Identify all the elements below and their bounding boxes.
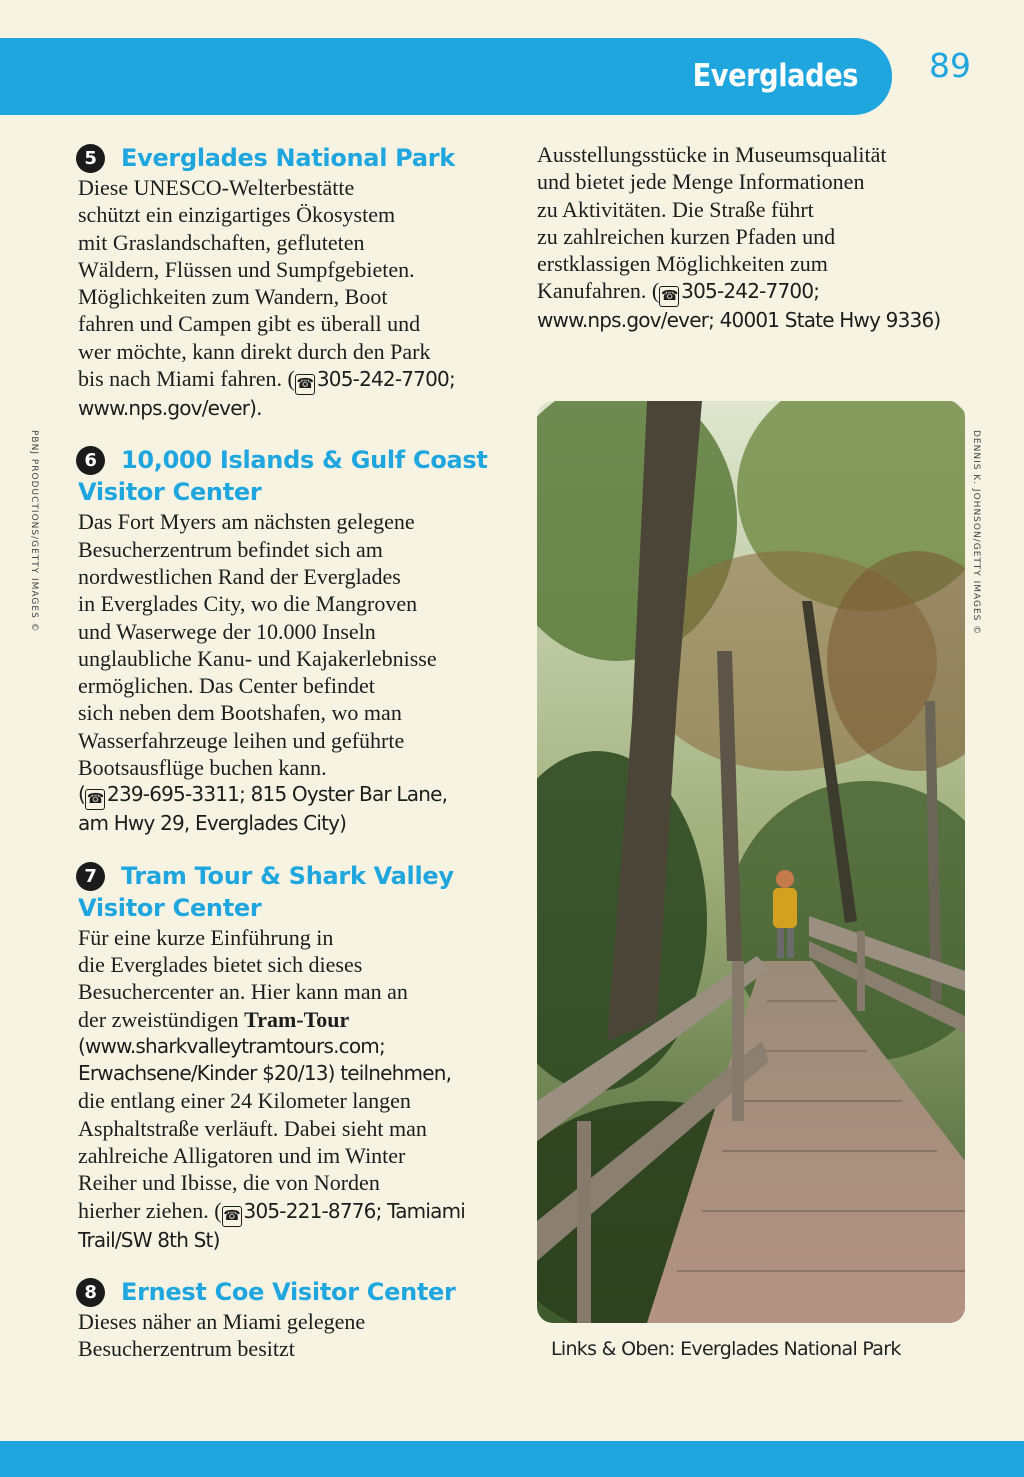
text-line: Ausstellungsstücke in Museumsqualität bbox=[537, 142, 887, 167]
text-line: mit Graslandschaften, gefluteten bbox=[78, 229, 365, 255]
entry-heading bbox=[78, 142, 518, 174]
entry-title: 10,000 Islands & Gulf Coast bbox=[121, 446, 488, 475]
text-line: Für eine kurze Einführung in bbox=[78, 924, 334, 950]
section-title: Everglades bbox=[692, 58, 858, 94]
entry-description bbox=[78, 1308, 518, 1363]
photo-credit-left: PBNJ PRODUCTIONS/GETTY IMAGES © bbox=[29, 430, 39, 633]
text-line: zahlreiche Alligatoren und im Winter bbox=[78, 1143, 406, 1169]
entry-title: Ernest Coe Visitor Center bbox=[121, 1277, 456, 1306]
text-line bbox=[78, 1006, 518, 1033]
entry-title: Everglades National Park bbox=[121, 144, 455, 172]
text-line: Möglichkeiten zum Wandern, Boot bbox=[78, 284, 388, 310]
entry-heading bbox=[78, 444, 518, 508]
info-line: ( ☎ 239-695-3311; 815 Oyster Bar Lane, bbox=[78, 781, 518, 810]
text-line: unglaubliche Kanu- und Kajakerlebnisse bbox=[78, 645, 437, 671]
text-line: Asphaltstraße verläuft. Dabei sieht man bbox=[78, 1115, 427, 1141]
text-line: Dieses näher an Miami gelegene bbox=[78, 1308, 366, 1334]
text-line: und Waserwege der 10.000 Inseln bbox=[78, 618, 376, 644]
continuation-text bbox=[537, 141, 977, 335]
boardwalk-photo bbox=[537, 401, 965, 1323]
text-line: Besucherzentrum befindet sich am bbox=[78, 536, 383, 562]
text-fragment: bis nach Miami fahren. ( bbox=[78, 366, 295, 392]
entry-number-badge: 8 bbox=[76, 1278, 105, 1307]
right-column bbox=[537, 141, 977, 335]
entry-heading bbox=[78, 1276, 518, 1308]
text-line: in Everglades City, wo die Mangroven bbox=[78, 591, 418, 617]
phone-number: 305-221-8776; Tamiami bbox=[243, 1198, 466, 1223]
entry-heading bbox=[78, 860, 518, 924]
info-line: www.nps.gov/ever). bbox=[78, 396, 262, 421]
entry-description bbox=[78, 924, 518, 1254]
text-line bbox=[78, 365, 518, 395]
text-line bbox=[537, 277, 977, 307]
entry-ernest-coe bbox=[78, 1276, 518, 1363]
phone-icon: ☎ bbox=[85, 789, 105, 810]
info-line: Trail/SW 8th St) bbox=[78, 1227, 220, 1252]
phone-number: 305-242-7700; bbox=[681, 279, 820, 304]
info-line: (www.sharkvalleytramtours.com; bbox=[78, 1033, 385, 1058]
entry-everglades-national-park bbox=[78, 142, 518, 422]
entry-number-badge: 5 bbox=[76, 144, 105, 173]
text-line: und bietet jede Menge Informationen bbox=[537, 169, 865, 195]
left-column bbox=[78, 142, 518, 1385]
text-fragment: der zweistündigen bbox=[78, 1006, 245, 1032]
text-line: sich neben dem Bootshafen, wo man bbox=[78, 700, 402, 726]
text-line bbox=[78, 1197, 518, 1227]
entry-10000-islands bbox=[78, 444, 518, 837]
tram-tour-highlight: Tram-Tour bbox=[244, 1006, 350, 1032]
entry-number-badge: 7 bbox=[76, 862, 105, 891]
phone-icon: ☎ bbox=[222, 1206, 242, 1227]
text-line: ermöglichen. Das Center befindet bbox=[78, 673, 375, 699]
text-line: Bootsausflüge buchen kann. bbox=[78, 755, 327, 781]
info-line: www.nps.gov/ever; 40001 State Hwy 9336) bbox=[537, 308, 941, 333]
header-bar bbox=[0, 38, 892, 115]
text-line: Wäldern, Flüssen und Sumpfgebieten. bbox=[78, 256, 415, 282]
entry-number-badge: 6 bbox=[76, 446, 105, 475]
entry-title-line-2: Visitor Center bbox=[78, 893, 262, 922]
text-line: Wasserfahrzeuge leihen und geführte bbox=[78, 727, 405, 753]
entry-description bbox=[78, 174, 518, 422]
phone-number: 239-695-3311; 815 Oyster Bar Lane, bbox=[107, 782, 448, 807]
text-line: wer möchte, kann direkt durch den Park bbox=[78, 338, 431, 364]
text-line: Diese UNESCO-Welterbestätte bbox=[78, 175, 355, 200]
footer-bar bbox=[0, 1441, 1024, 1477]
text-line: nordwestlichen Rand der Everglades bbox=[78, 563, 401, 589]
text-line: die entlang einer 24 Kilometer langen bbox=[78, 1088, 411, 1114]
info-line: Erwachsene/Kinder $20/13) teilnehmen, bbox=[78, 1061, 452, 1086]
text-line: schützt ein einzigartiges Ökosystem bbox=[78, 202, 396, 228]
text-line: Reiher und Ibisse, die von Norden bbox=[78, 1170, 380, 1196]
text-line: fahren und Campen gibt es überall und bbox=[78, 311, 421, 337]
page-number: 89 bbox=[929, 46, 971, 85]
text-line: Besuchercenter an. Hier kann man an bbox=[78, 979, 408, 1005]
photo-caption: Links & Oben: Everglades National Park bbox=[551, 1338, 901, 1360]
entry-tram-tour-shark-valley bbox=[78, 860, 518, 1254]
entry-title: Tram Tour & Shark Valley bbox=[121, 861, 454, 890]
text-line: zu zahlreichen kurzen Pfaden und bbox=[537, 223, 836, 249]
info-line: am Hwy 29, Everglades City) bbox=[78, 811, 347, 836]
text-line: die Everglades bietet sich dieses bbox=[78, 951, 363, 977]
text-line: erstklassigen Möglichkeiten zum bbox=[537, 251, 828, 277]
phone-number: 305-242-7700; bbox=[316, 367, 455, 392]
entry-description bbox=[78, 508, 518, 837]
text-fragment: hierher ziehen. ( bbox=[78, 1197, 222, 1223]
text-fragment: Kanufahren. ( bbox=[537, 278, 660, 304]
text-line: Besucherzentrum besitzt bbox=[78, 1336, 295, 1362]
photo-credit-right: DENNIS K. JOHNSON/GETTY IMAGES © bbox=[971, 430, 981, 636]
entry-title-line-2: Visitor Center bbox=[78, 478, 262, 507]
phone-icon: ☎ bbox=[659, 286, 679, 307]
phone-icon: ☎ bbox=[295, 374, 315, 395]
text-line: zu Aktivitäten. Die Straße führt bbox=[537, 196, 814, 222]
text-line: Das Fort Myers am nächsten gelegene bbox=[78, 509, 415, 535]
